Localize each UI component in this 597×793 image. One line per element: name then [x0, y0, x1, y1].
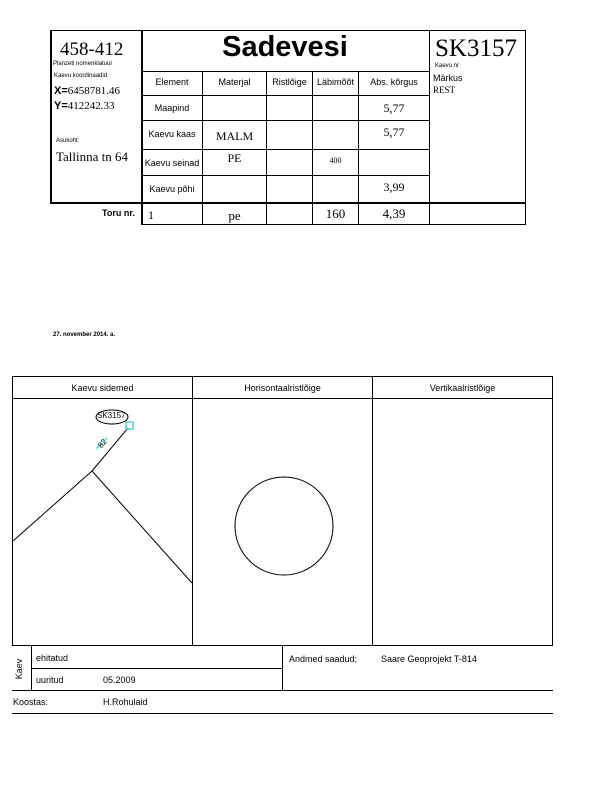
header-diameter: Läbimõõt	[316, 77, 355, 87]
author-label: Koostas:	[13, 697, 49, 707]
coords-label: Kaevu koordinaadid	[54, 73, 108, 79]
row-height: 5,77	[383, 100, 405, 115]
header-material: Materjal	[218, 77, 251, 87]
header-notes: Märkus	[433, 73, 463, 83]
row-height: 5,77	[383, 124, 405, 139]
row-material: PE	[227, 150, 242, 165]
notes-value: REST	[433, 85, 456, 95]
built-label: ehitatud	[36, 653, 69, 663]
location-value: Tallinna tn 64	[56, 149, 129, 164]
coord-x-value: 6458781.46	[67, 85, 121, 97]
drawing-title-horizontal: Horisontaalristlõige	[244, 382, 321, 393]
header-height: Abs. kõrgus	[370, 77, 418, 87]
pipe-diameter: 160	[325, 206, 346, 221]
row-element: Kaevu põhi	[149, 184, 195, 194]
well-number: SK3157	[435, 35, 517, 62]
row-material: MALM	[215, 128, 254, 143]
well-marker	[126, 422, 133, 429]
coord-y-label: Y=	[54, 100, 68, 112]
drawing-title-connections: Kaevu sidemed	[71, 382, 134, 393]
surveyed-label: uuritud	[36, 675, 64, 685]
header-section: Ristlõige	[272, 77, 307, 87]
sheet-number-label: Planzeti nomenklatuur	[53, 61, 113, 67]
well-tag: SK3157	[97, 411, 126, 420]
row-height: 3,99	[383, 179, 405, 194]
sheet-number: 458-412	[60, 39, 124, 60]
location-label: Asukoht:	[56, 138, 80, 144]
row-element: Kaevu seinad	[144, 158, 200, 168]
document-date: 27. november 2014. a.	[53, 332, 116, 338]
row-diameter: 400	[329, 155, 342, 165]
coord-x-label: X=	[54, 85, 68, 97]
well-number-label: Kaevu nr	[435, 63, 460, 69]
pipe-label: Toru nr.	[102, 208, 135, 218]
footer-vertical-label: Kaev	[14, 658, 24, 680]
surveyed-value: 05.2009	[103, 675, 136, 685]
pipe-tag: 82	[96, 437, 109, 450]
pipe-height: 4,39	[382, 206, 406, 221]
horizontal-section-circle	[235, 477, 333, 575]
author-value: H.Rohulaid	[103, 697, 148, 707]
row-element: Kaevu kaas	[148, 129, 196, 139]
pipe-line	[92, 471, 192, 583]
page-title: Sadevesi	[222, 31, 348, 63]
row-element: Maapind	[154, 103, 190, 113]
pipe-line	[92, 428, 128, 471]
coord-y-value: 412242.33	[67, 100, 115, 112]
source-label: Andmed saadud;	[289, 654, 358, 664]
pipe-line	[13, 471, 92, 541]
source-value: Saare Geoprojekt T-814	[381, 654, 477, 664]
pipe-material: pe	[228, 208, 241, 223]
drawing-title-vertical: Vertikaalristlõige	[429, 382, 496, 393]
pipe-number: 1	[148, 208, 154, 222]
header-element: Element	[155, 77, 189, 87]
